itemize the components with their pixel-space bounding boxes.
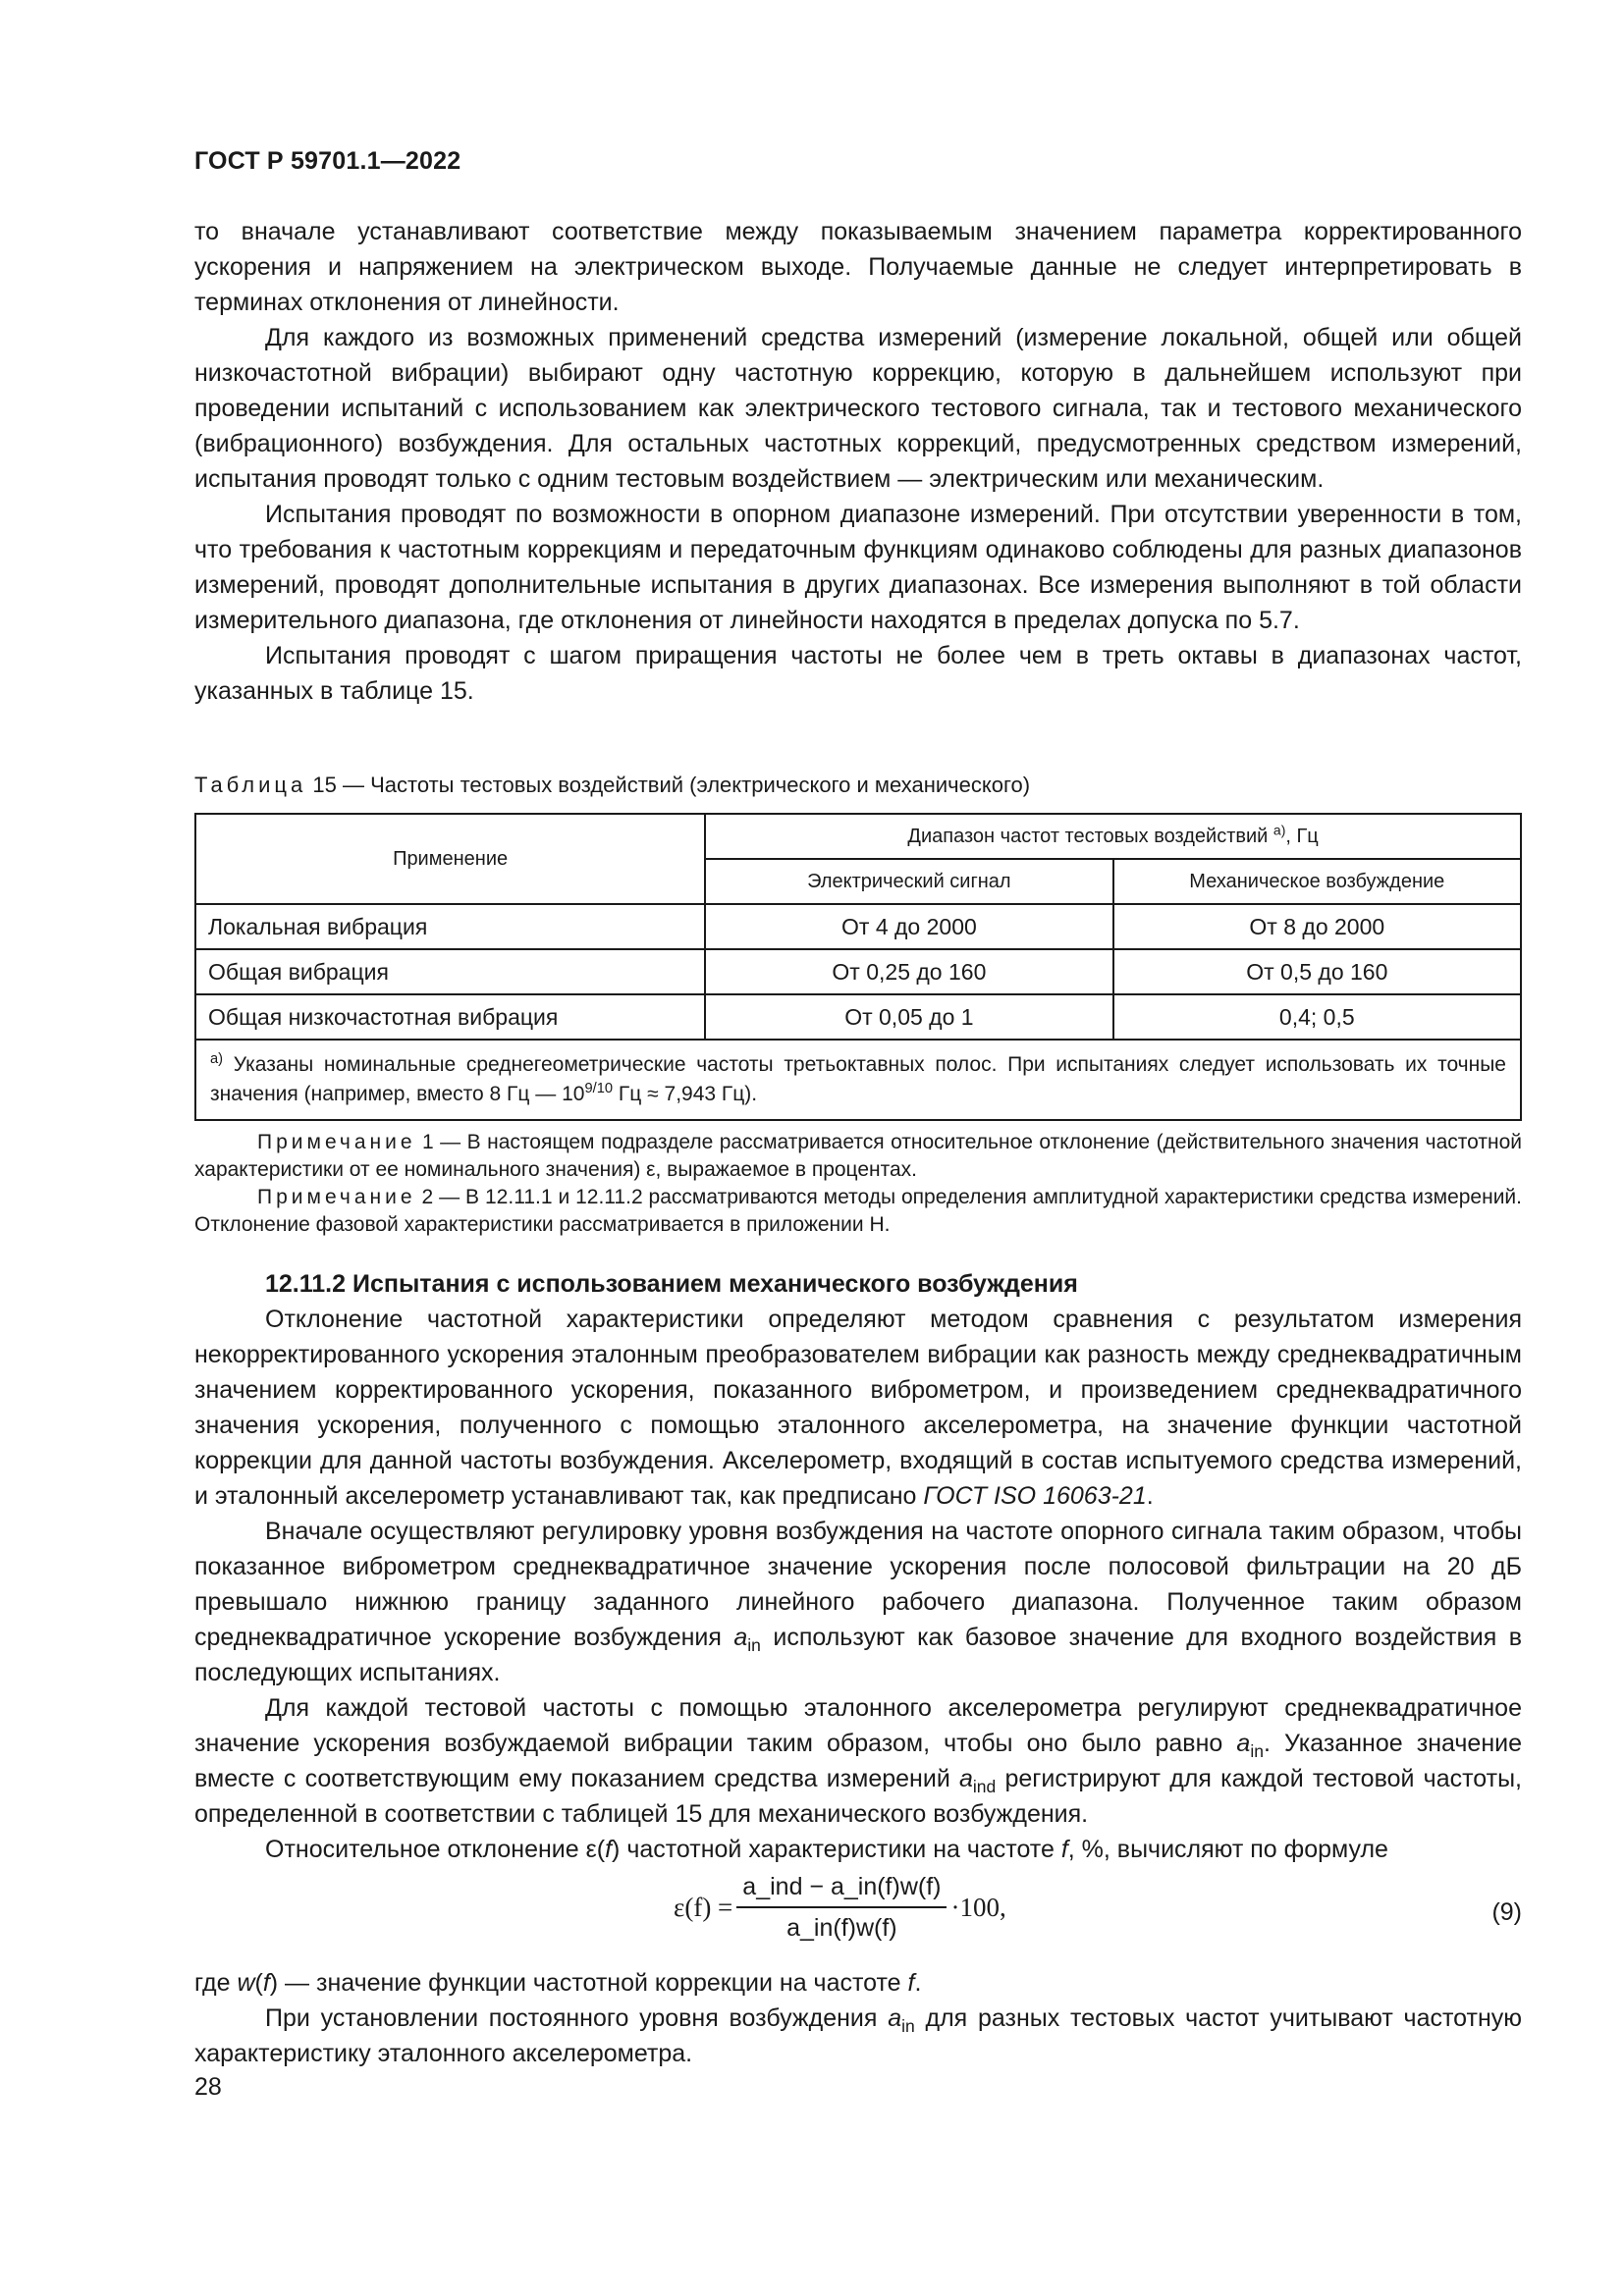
page-number: 28: [194, 2073, 222, 2101]
frequency-table: [194, 813, 1522, 1121]
paragraph: Отклонение частотной характеристики определяют методом сравнения с результатом измерения некорректированного ускорения эталонным преобразователем вибрации как разность между среднеквадратичным значением корректированного ускорения, показанного виброметром, и произведением среднеквадратичного значения ускорения, полученного с помощью эталонного акселерометра, на значение функции частотной коррекции для данной частоты возбуждения. Акселерометр, входящий в состав испытуемого средства измерений, и эталонный акселерометр устанавливают так, как предписано ГОСТ ISO 16063-21.: [194, 1306, 1522, 1510]
cell-application: Общая низкочастотная вибрация: [195, 994, 705, 1040]
paragraph: где w(f) — значение функции частотной коррекции на частоте f.: [194, 1969, 922, 1997]
table-caption-label: Таблица: [194, 773, 307, 797]
paragraph: Для каждого из возможных применений средства измерений (измерение локальной, общей или общей низкочастотной вибрации) выбирают одну частотную коррекцию, которую в дальнейшем используют при проведении испытаний с использованием как электрического тестового сигнала, так и тестового механического (вибрационного) возбуждения. Для остальных частотных коррекций, предусмотренных средством измерений, испытания проводят только с одним тестовым воздействием — электрическим или механическим.: [194, 324, 1522, 493]
table-footnote: $^{а)}$ Указаны номинальные среднегеометрические частоты третьоктавных полос. При испытаниях следует использовать их точные значения (например, вместо 8 Гц — $10^{9/10}$ Гц ≈ 7,943 Гц).: [195, 1040, 1521, 1120]
document-header: ГОСТ Р 59701.1—2022: [194, 147, 461, 175]
cell-application: Общая вибрация: [195, 949, 705, 994]
paragraph: Вначале осуществляют регулировку уровня возбуждения на частоте опорного сигнала таким образом, чтобы показанное виброметром среднеквадратичное значение ускорения после полосовой фильтрации на 20 дБ превышало нижнюю границу заданного линейного рабочего диапазона. Полученное таким образом среднеквадратичное ускорение возбуждения $a_{in}$ используют как базовое значение для входного воздействия в последующих испытаниях.: [194, 1518, 1523, 1686]
cell-electrical: От 0,05 до 1: [705, 994, 1112, 1040]
table-row: [195, 949, 1521, 994]
table-caption-text: 15 — Частоты тестовых воздействий (электрического и механического): [312, 773, 1031, 797]
cell-mechanical: 0,4; 0,5: [1113, 994, 1521, 1040]
formula-rhs: ·100,: [950, 1893, 1006, 1922]
cell-electrical: От 0,25 до 160: [705, 949, 1112, 994]
table-caption: [194, 771, 1522, 800]
paragraph: При установлении постоянного уровня возбуждения $a_{in}$ для разных тестовых частот учитывают частотную характеристику эталонного акселерометра.: [194, 2004, 1523, 2067]
paragraph: Испытания проводят с шагом приращения частоты не более чем в треть октавы в диапазонах частот, указанных в таблице 15.: [194, 642, 1522, 705]
header-mechanical: Механическое возбуждение: [1113, 859, 1521, 904]
formula: [674, 1869, 1006, 1946]
note: Примечание 2 — В 12.11.1 и 12.11.2 рассматриваются методы определения амплитудной характеристики средства измерений. Отклонение фазовой характеристики рассматривается в приложении Н.: [194, 1186, 1522, 1236]
section-title: 12.11.2 Испытания с использованием механического возбуждения: [265, 1270, 1078, 1298]
cell-application: Локальная вибрация: [195, 904, 705, 949]
cell-mechanical: От 8 до 2000: [1113, 904, 1521, 949]
formula-9: [194, 1867, 1522, 1965]
table-row: [195, 904, 1521, 949]
cell-mechanical: От 0,5 до 160: [1113, 949, 1521, 994]
paragraph: то вначале устанавливают соответствие между показываемым значением параметра корректированного ускорения и напряжением на электрическом выходе. Получаемые данные не следует интерпретировать в терминах отклонения от линейности.: [194, 218, 1522, 316]
paragraph: Для каждой тестовой частоты с помощью эталонного акселерометра регулируют среднеквадратичное значение ускорения возбуждаемой вибрации таким образом, чтобы оно было равно $a_{in}$. Указанное значение вместе с соответствующим ему показанием средства измерений $a_{ind}$ регистрируют для каждой тестовой частоты, определенной в соответствии с таблицей 15 для механического возбуждения.: [194, 1694, 1522, 1828]
header-electrical: Электрический сигнал: [705, 859, 1112, 904]
note: Примечание 1 — В настоящем подразделе рассматривается относительное отклонение (действительного значения частотной характеристики от ее номинального значения) ε, выражаемое в процентах.: [194, 1131, 1522, 1181]
formula-denominator: a_in(f)w(f): [786, 1914, 897, 1942]
standard-reference: ГОСТ ISO 16063-21: [923, 1482, 1147, 1510]
paragraph: Испытания проводят по возможности в опорном диапазоне измерений. При отсутствии уверенности в том, что требования к частотным коррекциям и передаточным функциям одинаково соблюдены для разных диапазонов измерений, проводят дополнительные испытания в других диапазонах. Все измерения выполняют в той области измерительного диапазона, где отклонения от линейности находятся в пределах допуска по 5.7.: [194, 501, 1522, 634]
table-row: [195, 994, 1521, 1040]
header-range: Диапазон частот тестовых воздействий $^{а)}$, Гц: [705, 814, 1521, 859]
formula-lhs: ε(f) =: [674, 1893, 733, 1922]
paragraph: Относительное отклонение ε(f) частотной характеристики на частоте f, %, вычисляют по формуле: [265, 1836, 1388, 1863]
intro-text: [194, 214, 1522, 709]
cell-electrical: От 4 до 2000: [705, 904, 1112, 949]
formula-number: (9): [1491, 1898, 1522, 1926]
section-text: [194, 1266, 1522, 2071]
notes-block: [194, 1129, 1522, 1239]
formula-numerator: a_ind − a_in(f)w(f): [736, 1869, 947, 1908]
header-application: Применение: [195, 814, 705, 904]
formula-fraction: [736, 1869, 947, 1946]
